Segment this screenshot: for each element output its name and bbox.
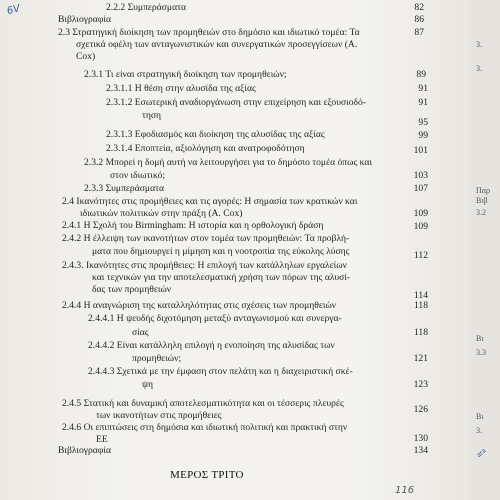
toc-entry-continued: προμηθειών; bbox=[132, 353, 182, 364]
fragment-handwriting: ara bbox=[474, 445, 488, 460]
toc-entry: 2.4.4 Η αναγνώριση της καταλληλότητας στις σχέσεις των προμηθειών bbox=[62, 300, 337, 311]
toc-entry-continued: ψη bbox=[142, 379, 154, 390]
toc-entry: 2.4.4.2 Είναι κατάλληλη επιλογή η ενοποίηση της αλυσίδας των bbox=[88, 340, 335, 351]
toc-page-number: 82 bbox=[414, 2, 424, 13]
toc-page-number: 126 bbox=[413, 404, 428, 415]
toc-entry: 2.3.1 Τι είναι στρατηγική διοίκηση των προμηθειών; bbox=[84, 69, 287, 80]
toc-page-number: 86 bbox=[414, 14, 424, 25]
fragment-text: 3.3 bbox=[476, 348, 486, 357]
toc-page-number: 114 bbox=[413, 290, 428, 301]
handwritten-page-number: 116 bbox=[395, 485, 415, 496]
toc-page-number: 118 bbox=[413, 300, 428, 311]
toc-entry: 2.4.1 Η Σχολή του Birmingham: Η ιστορία και η ορθολογική δράση bbox=[62, 220, 324, 231]
toc-entry: 2.3.3 Συμπεράσματα bbox=[84, 183, 164, 194]
fragment-text: 3. bbox=[476, 426, 482, 435]
toc-entry-continued: σχετικά οφέλη των ανταγωνιστικών και συνεργατικών προσεγγίσεων (A. bbox=[76, 39, 358, 50]
toc-entry: Βιβλιογραφία bbox=[58, 445, 111, 456]
toc-page-number: 130 bbox=[413, 433, 428, 444]
toc-entry-continued: και τεχνικών για την αποτελεσματική χρήση των πόρων της αλυσί- bbox=[92, 272, 351, 283]
toc-entry-continued: ματα που δημιουργεί η μίμηση και η νοοτροπία της εύκολης λύσης bbox=[92, 246, 350, 257]
toc-entry: 2.4.3. Ικανότητες στις προμήθειες: Η επιλογή των κατάλληλων εργαλείων bbox=[62, 260, 347, 271]
toc-page-number: 89 bbox=[416, 69, 426, 80]
fragment-text: Βι bbox=[476, 412, 484, 421]
part-heading: ΜΕΡΟΣ ΤΡΙΤΟ bbox=[170, 469, 244, 481]
toc-page-number: 95 bbox=[418, 117, 428, 128]
toc-page-number: 112 bbox=[413, 250, 428, 261]
toc-entry: 2.3.2 Μπορεί η δομή αυτή να λειτουργήσει για το δημόσιο τομέα όπως και bbox=[84, 157, 373, 168]
toc-entry-continued: ιδιωτικών πολιτικών στην πράξη (A. Cox) bbox=[80, 208, 243, 219]
toc-entry: 2.4 Ικανότητες στις προμήθειες και τις αγορές: Η σημασία των κρατικών και bbox=[62, 196, 358, 207]
margin-handwriting: 6V bbox=[5, 3, 22, 18]
toc-page-number: 134 bbox=[413, 445, 428, 456]
toc-entry: 2.3.1.4 Εποπτεία, αξιολόγηση και ανατροφοδότηση bbox=[106, 143, 305, 154]
toc-entry: 2.3.1.1 Η θέση στην αλυσίδα της αξίας bbox=[106, 83, 256, 94]
toc-page-number: 109 bbox=[413, 208, 428, 219]
toc-entry-continued: τηση bbox=[142, 110, 162, 121]
toc-entry-continued: των ικανοτήτων στις προμήθειες bbox=[96, 410, 222, 421]
toc-entry: 2.4.6 Οι επιπτώσεις στη δημόσια και ιδιωτική πολιτική και πρακτική στην bbox=[62, 422, 348, 433]
toc-entry-continued: ΕΕ bbox=[96, 434, 108, 445]
fragment-text: 3.2 bbox=[476, 208, 486, 217]
toc-entry-continued: δας των προμηθειών bbox=[92, 284, 172, 295]
toc-entry: 2.4.4.3 Σχετικά με την έμφαση στον πελάτη και η διαχειριστική σκέ- bbox=[88, 366, 353, 377]
toc-page-number: 121 bbox=[413, 353, 428, 364]
toc-page-number: 107 bbox=[413, 183, 428, 194]
toc-entry-continued: σίας bbox=[132, 327, 149, 338]
fragment-text: Βι bbox=[476, 334, 484, 343]
fragment-text: Παρ bbox=[476, 186, 490, 195]
toc-entry: 2.3.1.2 Εσωτερική αναδιοργάνωση στην επιχείρηση και εξουσιοδό- bbox=[106, 97, 367, 108]
toc-page-number: 109 bbox=[413, 221, 428, 232]
toc-entry-continued: Cox) bbox=[76, 51, 96, 62]
toc-entry: 2.3 Στρατηγική διοίκηση των προμηθειών στο δημόσιο και ιδιωτικό τομέα: Τα bbox=[58, 27, 360, 38]
toc-entry: 2.2.2 Συμπεράσματα bbox=[106, 2, 186, 13]
toc-page-number: 118 bbox=[413, 327, 428, 338]
toc-page-number: 91 bbox=[418, 83, 428, 94]
fragment-text: 3. bbox=[476, 64, 482, 73]
toc-entry: 2.3.1.3 Εφοδιασμός και διοίκηση της αλυσίδας της αξίας bbox=[106, 129, 325, 140]
toc-page-number: 99 bbox=[418, 130, 428, 141]
toc-page-number: 101 bbox=[413, 145, 428, 156]
toc-page-number: 87 bbox=[414, 27, 424, 38]
toc-entry-continued: στον ιδιωτικό; bbox=[110, 170, 166, 181]
toc-entry: 2.4.2 Η έλλειψη των ικανοτήτων στον τομέα των προμηθειών: Τα προβλή- bbox=[62, 233, 350, 244]
toc-page-number: 91 bbox=[418, 97, 428, 108]
adjacent-page-edge bbox=[470, 0, 500, 500]
toc-entry: 2.4.4.1 Η ψευδής διχοτόμηση μεταξύ ανταγωνισμού και συνεργα- bbox=[88, 313, 342, 324]
toc-entry: Βιβλιογραφία bbox=[58, 14, 111, 25]
fragment-text: Βιβ bbox=[476, 196, 488, 205]
fragment-text: 3. bbox=[476, 40, 482, 49]
toc-entry: 2.4.5 Στατική και δυναμική αποτελεσματικότητα και οι τέσσερις πλευρές bbox=[62, 398, 344, 409]
toc-page-number: 103 bbox=[413, 170, 428, 181]
toc-page-number: 123 bbox=[413, 379, 428, 390]
